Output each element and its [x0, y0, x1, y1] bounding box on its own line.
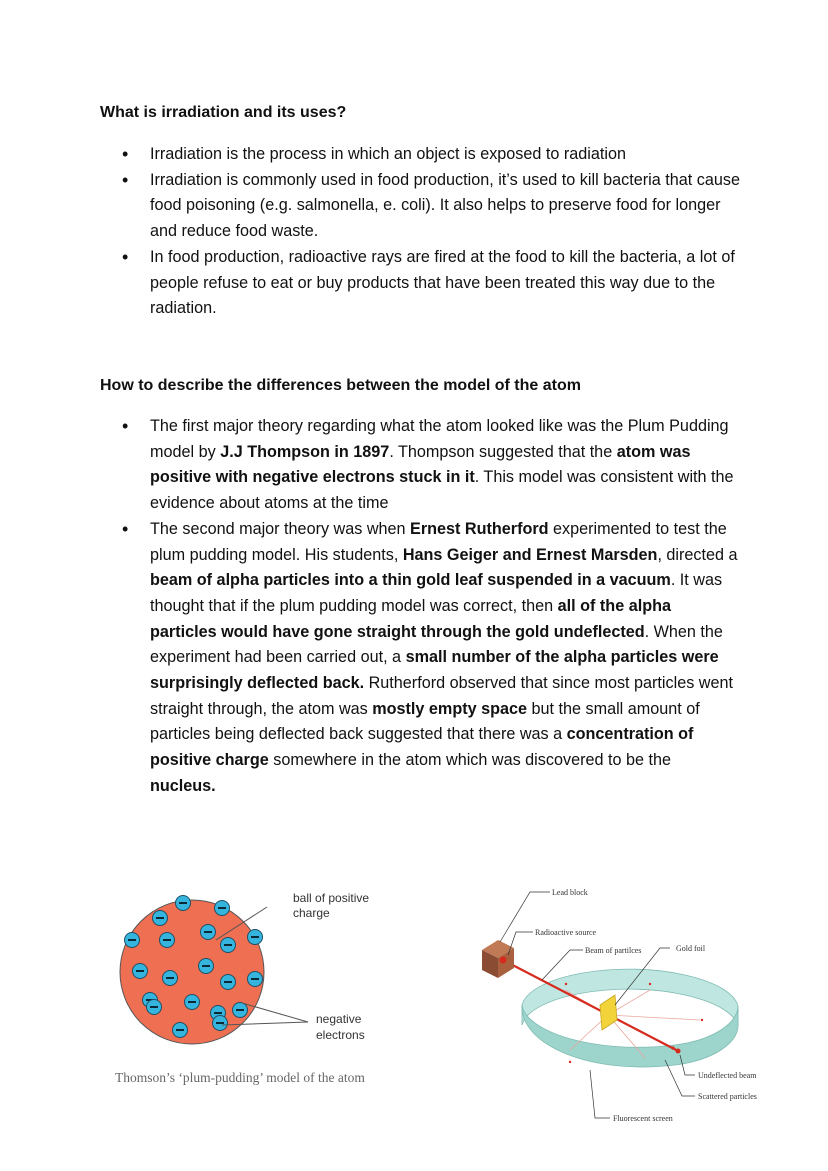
label-screen: Fluorescent screen: [613, 1114, 673, 1123]
bullet-item: [100, 517, 740, 800]
bold-text: J.J Thompson in 1897: [220, 442, 390, 461]
gold-foil: [600, 995, 617, 1030]
bullet-item: [100, 142, 740, 168]
electron-minus-sign: [224, 944, 232, 946]
fluorescent-screen-front: [522, 1005, 738, 1067]
label-beam: Beam of partilces: [585, 946, 642, 955]
electron-minus-sign: [128, 939, 136, 941]
electron-minus-sign: [163, 939, 171, 941]
bold-text: mostly empty space: [372, 699, 527, 718]
radioactive-source: [500, 957, 507, 964]
electron-minus-sign: [251, 978, 259, 980]
text-run: In food production, radioactive rays are fired at the food to kill the bacteria, a lot of people refuse to eat or buy products that have been treated this way due to the radiation.: [150, 247, 735, 318]
electron-minus-sign: [188, 1001, 196, 1003]
electron-minus-sign: [216, 1022, 224, 1024]
bold-text: small number of the alpha particles were surprisingly deflected back.: [150, 648, 719, 693]
bold-text: atom was positive with negative electrons stuck in it: [150, 442, 691, 487]
text-run: . When the experiment had been carried out, a: [150, 622, 723, 667]
label-negative-2: electrons: [316, 1028, 365, 1042]
electron-minus-sign: [214, 1012, 222, 1014]
electron-minus-sign: [166, 977, 174, 979]
text-run: The second major theory was when: [150, 519, 411, 538]
electron-minus-sign: [176, 1029, 184, 1031]
gold-foil-experiment-figure: [470, 880, 790, 1130]
text-run: The first major theory regarding what the atom looked like was the Plum Pudding model by: [150, 417, 729, 461]
label-positive-2: charge: [293, 906, 330, 920]
plum-pudding-caption: Thomson’s ‘plum-pudding’ model of the atom: [115, 1070, 365, 1085]
label-undeflected: Undeflected beam: [698, 1071, 757, 1080]
label-scattered: Scattered particles: [698, 1092, 757, 1101]
heading-irradiation: What is irradiation and its uses?: [100, 104, 347, 121]
bold-text: all of the alpha particles would have gone straight through the gold undeflected: [150, 596, 671, 641]
bold-text: nucleus.: [150, 776, 216, 795]
bold-text: concentration of positive charge: [150, 725, 694, 770]
label-lead-block: Lead block: [552, 888, 588, 897]
bold-text: beam of alpha particles into a thin gold leaf suspended in a vacuum: [150, 571, 671, 590]
heading-atom-models: How to describe the differences between the model of the atom: [100, 377, 581, 394]
irradiation-list: [100, 142, 740, 322]
text-run: but the small amount of particles being deflected back suggested that there was a: [150, 699, 700, 744]
label-gold-foil: Gold foil: [676, 944, 706, 953]
text-run: . Thompson suggested that the: [389, 442, 617, 461]
electron-minus-sign: [251, 936, 259, 938]
bullet-item: [100, 168, 740, 245]
atom-models-list: [100, 414, 740, 800]
text-run: Irradiation is the process in which an object is exposed to radiation: [150, 145, 626, 163]
label-negative-1: negative: [316, 1012, 362, 1026]
bold-text: Hans Geiger and Ernest Marsden: [402, 545, 658, 564]
electron-minus-sign: [204, 931, 212, 933]
bullet-item: [100, 245, 740, 322]
bullet-item: [100, 414, 740, 517]
electron-minus-sign: [179, 902, 187, 904]
electron-minus-sign: [218, 907, 226, 909]
text-run: , directed a: [657, 545, 738, 564]
bold-text: Ernest Rutherford: [410, 519, 549, 538]
label-positive-1: ball of positive: [293, 891, 370, 905]
label-radioactive-source: Radioactive source: [535, 928, 597, 937]
electron-minus-sign: [224, 981, 232, 983]
electron-minus-sign: [136, 970, 144, 972]
fluorescent-screen-back: [522, 969, 738, 1026]
text-run: somewhere in the atom which was discovered to be the: [268, 751, 671, 770]
text-run: experimented to test the plum pudding model. His students,: [150, 519, 727, 564]
electron-minus-sign: [236, 1009, 244, 1011]
electron-minus-sign: [150, 1006, 158, 1008]
text-run: . This model was consistent with the evidence about atoms at the time: [150, 468, 734, 513]
electron-minus-sign: [202, 965, 210, 967]
text-run: Irradiation is commonly used in food production, it’s used to kill bacteria that cause food poisoning (e.g. salmonella, e. coli). It also helps to preserve food for longer and reduce food waste.: [150, 170, 740, 241]
electron-minus-sign: [156, 917, 164, 919]
text-run: . It was thought that if the plum pudding model was correct, then: [150, 571, 723, 615]
text-run: Rutherford observed that since most particles went straight through, the atom was: [150, 674, 733, 718]
